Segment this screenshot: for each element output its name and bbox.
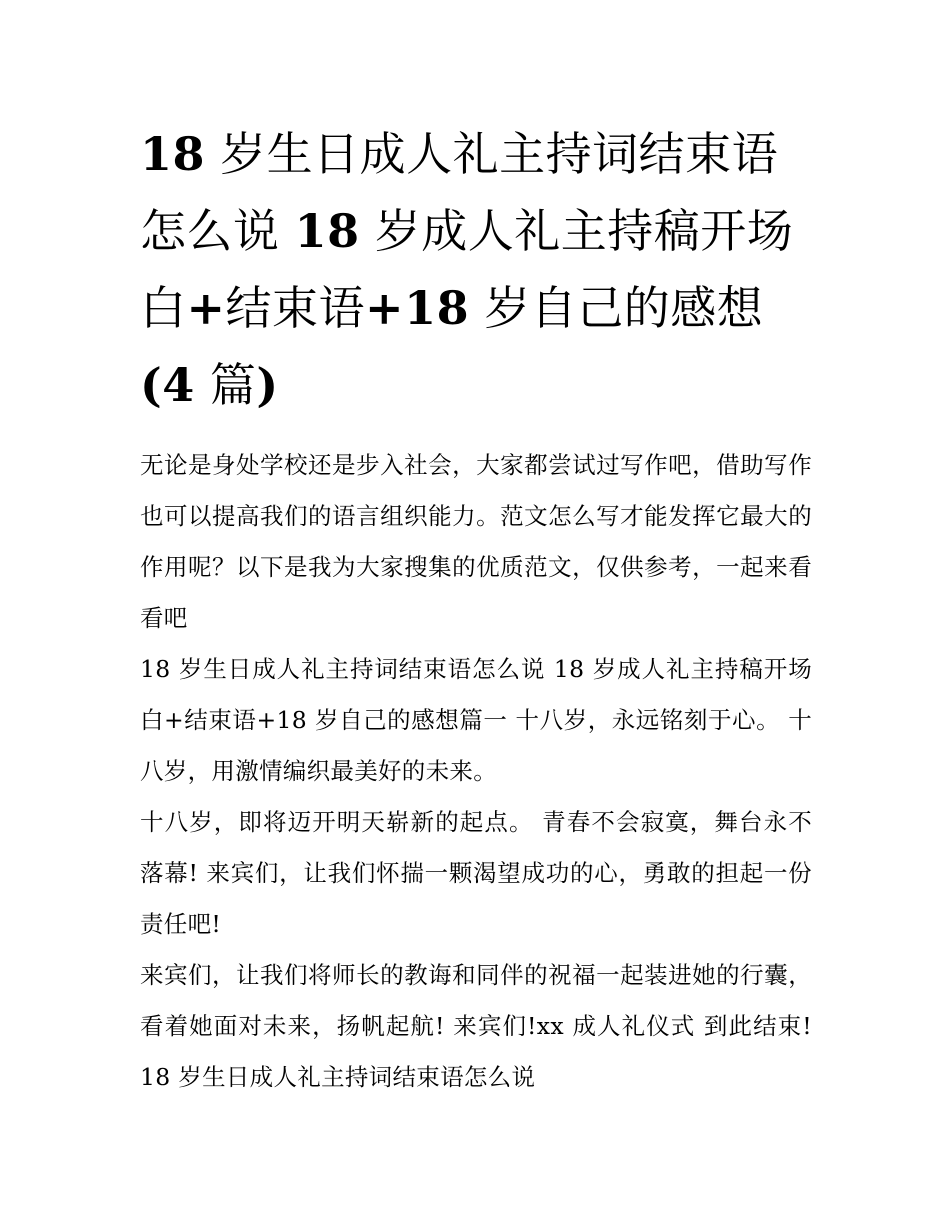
paragraph-intro: 无论是身处学校还是步入社会，大家都尝试过写作吧，借助写作也可以提高我们的语言组织能力。范文怎么写才能发挥它最大的作用呢？以下是我为大家搜集的优质范文，仅供参考，一起来看看吧 (140, 451, 812, 632)
document-page (140, 116, 812, 1103)
paragraph-3: 来宾们，让我们将师长的教诲和同伴的祝福一起装进她的行囊，看着她面对未来，扬帆起航! 来宾们!xx 成人礼仪式 到此结束! 18 岁生日成人礼主持词结束语怎么说 (140, 961, 812, 1091)
paragraph-1: 18 岁生日成人礼主持词结束语怎么说 18 岁成人礼主持稿开场白+结束语+18 岁自己的感想篇一 十八岁，永远铭刻于心。 十八岁，用激情编织最美好的未来。 (140, 655, 812, 785)
paragraph-2: 十八岁，即将迈开明天崭新的起点。 青春不会寂寞，舞台永不落幕! 来宾们，让我们怀揣一颗渴望成功的心，勇敢的担起一份责任吧! (140, 808, 812, 938)
document-title: 18 岁生日成人礼主持词结束语怎么说 18 岁成人礼主持稿开场白+结束语+18 岁自己的感想(4 篇) (140, 127, 794, 412)
